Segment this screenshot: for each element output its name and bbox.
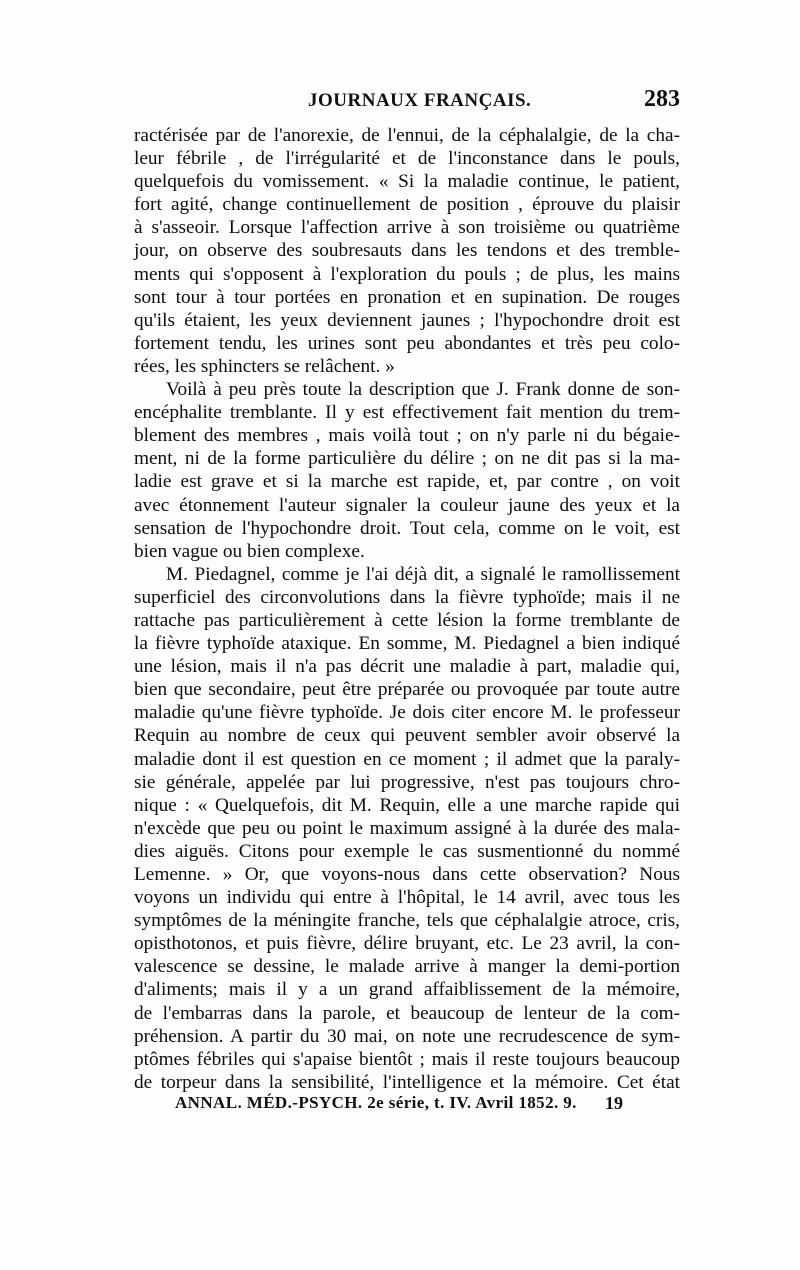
paragraph-3 — [134, 563, 680, 1094]
text-line: superficiel des circonvolutions dans la fièvre typhoïde; mais il ne — [134, 586, 680, 608]
text-line: n'excède que peu ou point le maximum assigné à la durée des mala- — [134, 817, 680, 839]
sheet-number: 19 — [605, 1093, 623, 1113]
text-line: la fièvre typhoïde ataxique. En somme, M. Piedagnel a bien indiqué — [134, 633, 680, 655]
text-line: fortement tendu, les urines sont peu abondantes et très peu colo- — [134, 332, 680, 354]
text-line: leur fébrile , de l'irrégularité et de l'inconstance dans le pouls, — [134, 148, 680, 170]
text-line: sie générale, appelée par lui progressive, n'est pas toujours chro- — [134, 771, 680, 793]
text-line: dies aiguës. Citons pour exemple le cas susmentionné du nommé — [134, 840, 680, 862]
page-footer — [175, 1093, 680, 1121]
text-line: encéphalite tremblante. Il y est effectivement fait mention du trem- — [134, 402, 680, 424]
text-line: valescence se dessine, le malade arrive à manger la demi-portion — [134, 956, 680, 978]
paragraph-1 — [134, 124, 680, 378]
text-line: à s'asseoir. Lorsque l'affection arrive à son troisième ou quatrième — [134, 217, 680, 239]
text-line: symptômes de la méningite franche, tels que céphalalgie atroce, cris, — [134, 910, 680, 932]
printer-signature: ANNAL. MÉD.-PSYCH. 2e série, t. IV. Avril 1852. 9. — [175, 1093, 577, 1112]
text-line: ractérisée par de l'anorexie, de l'ennui, de la céphalalgie, de la cha- — [134, 125, 680, 146]
text-line: rattache pas particulièrement à cette lésion la forme tremblante de — [134, 609, 680, 631]
text-line: ladie est grave et si la marche est rapide, et, par contre , on voit — [134, 471, 680, 493]
text-line: Requin au nombre de ceux qui peuvent sembler avoir observé la — [134, 725, 680, 747]
text-line: de l'embarras dans la parole, et beaucoup de lenteur de la com- — [134, 1002, 680, 1024]
text-line: ments qui s'opposent à l'exploration du pouls ; de plus, les mains — [134, 263, 680, 285]
text-line: bien vague ou bien complexe. — [134, 540, 365, 562]
page-number: 283 — [644, 86, 680, 112]
body-text — [134, 124, 680, 1094]
text-line: de torpeur dans la sensibilité, l'intelligence et la mémoire. Cet état — [134, 1071, 680, 1093]
text-line: bien que secondaire, peut être préparée ou provoquée par toute autre — [134, 679, 680, 701]
text-line: qu'ils étaient, les yeux deviennent jaunes ; l'hypochondre droit est — [134, 309, 680, 331]
text-line: Lemenne. » Or, que voyons-nous dans cette observation? Nous — [134, 864, 680, 885]
text-line: quelquefois du vomissement. « Si la maladie continue, le patient, — [134, 171, 680, 193]
text-line: d'aliments; mais il y a un grand affaiblissement de la mémoire, — [134, 979, 680, 1001]
text-line: rées, les sphincters se relâchent. » — [134, 355, 395, 377]
text-line: jour, on observe des soubresauts dans les tendons et des tremble- — [134, 240, 680, 262]
text-line: préhension. A partir du 30 mai, on note une recrudescence de sym- — [134, 1025, 680, 1047]
text-line: ptômes fébriles qui s'apaise bientôt ; mais il reste toujours beaucoup — [134, 1048, 680, 1070]
text-line: maladie qu'une fièvre typhoïde. Je dois citer encore M. le professeur — [134, 702, 680, 724]
running-title: JOURNAUX FRANÇAIS. — [308, 90, 532, 111]
text-line: fort agité, change continuellement de position , éprouve du plaisir — [134, 194, 680, 216]
text-line: voyons un individu qui entre à l'hôpital, le 14 avril, avec tous les — [134, 887, 680, 909]
text-line: avec étonnement l'auteur signaler la couleur jaune des yeux et la — [134, 494, 680, 516]
text-line: ment, ni de la forme particulière du délire ; on ne dit pas si la ma- — [134, 448, 680, 470]
text-line: Voilà à peu près toute la description que J. Frank donne de son- — [166, 379, 680, 401]
text-line: blement des membres , mais voilà tout ; on n'y parle ni du bégaie- — [134, 425, 680, 447]
text-line: maladie dont il est question en ce moment ; il admet que la paraly- — [134, 748, 680, 770]
text-line: M. Piedagnel, comme je l'ai déjà dit, a signalé le ramollissement — [166, 563, 680, 585]
page-header — [134, 86, 680, 118]
paragraph-2 — [134, 378, 680, 563]
text-line: sensation de l'hypochondre droit. Tout cela, comme on le voit, est — [134, 517, 680, 539]
text-line: une lésion, mais il n'a pas décrit une maladie à part, maladie qui, — [134, 656, 680, 678]
text-line: nique : « Quelquefois, dit M. Requin, elle a une marche rapide qui — [134, 794, 680, 816]
text-line: sont tour à tour portées en pronation et en supination. De rouges — [134, 286, 680, 308]
text-line: opisthotonos, et puis fièvre, délire bruyant, etc. Le 23 avril, la con- — [134, 933, 680, 955]
